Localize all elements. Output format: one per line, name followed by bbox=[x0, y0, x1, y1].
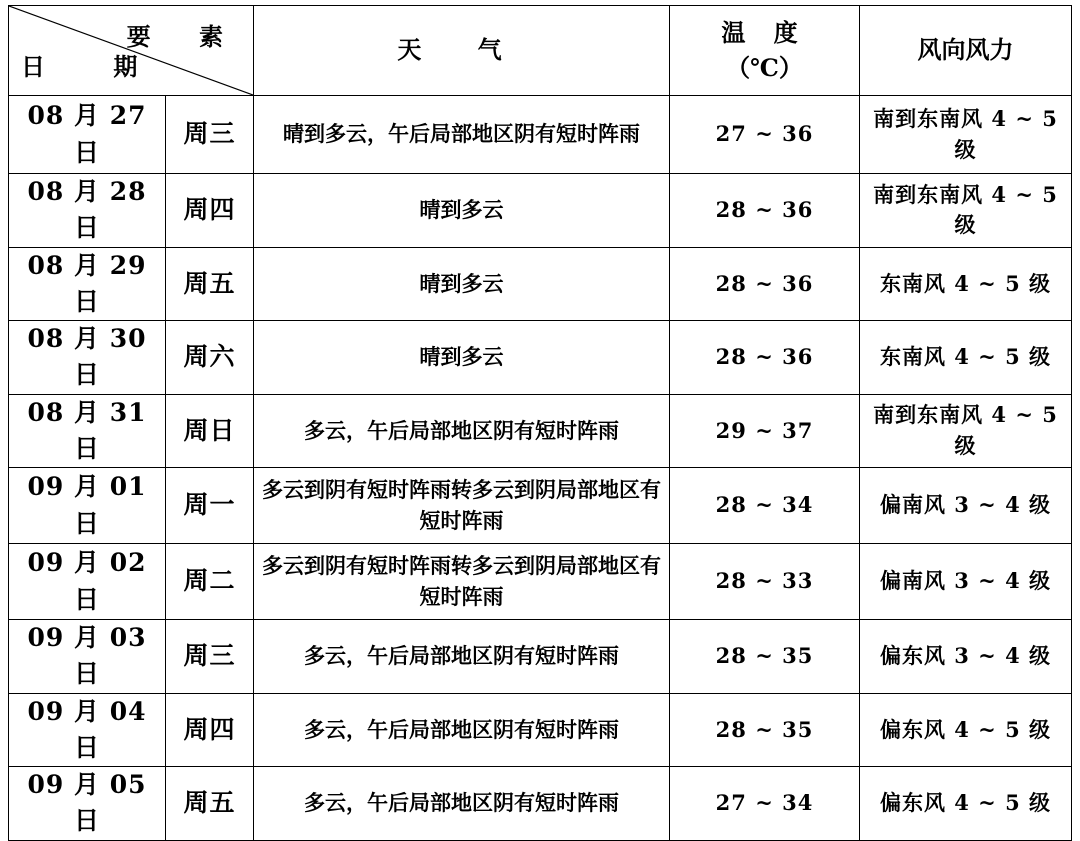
corner-label-date: 日 期 bbox=[21, 52, 168, 82]
date-cell: 08 月 30 日 bbox=[9, 321, 166, 395]
table-row bbox=[9, 174, 1072, 248]
wind-cell: 东南风 4 ~ 5 级 bbox=[860, 321, 1072, 395]
temperature-cell: 27 ~ 36 bbox=[670, 96, 860, 174]
weather-cell: 多云，午后局部地区阴有短时阵雨 bbox=[254, 620, 670, 694]
header-wind: 风向风力 bbox=[860, 6, 1072, 96]
table-row bbox=[9, 321, 1072, 395]
weather-cell: 多云，午后局部地区阴有短时阵雨 bbox=[254, 394, 670, 468]
table-row bbox=[9, 620, 1072, 694]
temperature-cell: 28 ~ 35 bbox=[670, 693, 860, 767]
temperature-cell: 29 ~ 37 bbox=[670, 394, 860, 468]
weather-cell: 多云，午后局部地区阴有短时阵雨 bbox=[254, 767, 670, 841]
weekday-cell: 周一 bbox=[166, 468, 254, 544]
date-cell: 09 月 04 日 bbox=[9, 693, 166, 767]
wind-cell: 南到东南风 4 ~ 5 级 bbox=[860, 174, 1072, 248]
temperature-cell: 28 ~ 34 bbox=[670, 468, 860, 544]
temperature-cell: 28 ~ 35 bbox=[670, 620, 860, 694]
header-temperature bbox=[670, 6, 860, 96]
forecast-rows bbox=[9, 96, 1072, 841]
date-cell: 09 月 03 日 bbox=[9, 620, 166, 694]
weather-cell: 晴到多云 bbox=[254, 321, 670, 395]
weather-cell: 晴到多云 bbox=[254, 174, 670, 248]
table-row bbox=[9, 544, 1072, 620]
date-cell: 08 月 31 日 bbox=[9, 394, 166, 468]
date-cell: 09 月 01 日 bbox=[9, 468, 166, 544]
weather-cell: 晴到多云，午后局部地区阴有短时阵雨 bbox=[254, 96, 670, 174]
weather-cell: 多云到阴有短时阵雨转多云到阴局部地区有短时阵雨 bbox=[254, 468, 670, 544]
weekday-cell: 周五 bbox=[166, 247, 254, 321]
weekday-cell: 周六 bbox=[166, 321, 254, 395]
weather-cell: 多云到阴有短时阵雨转多云到阴局部地区有短时阵雨 bbox=[254, 544, 670, 620]
header-temperature-label: 温 度 bbox=[721, 17, 808, 47]
weather-cell: 晴到多云 bbox=[254, 247, 670, 321]
table-row bbox=[9, 247, 1072, 321]
header-row bbox=[9, 6, 1072, 96]
date-cell: 08 月 28 日 bbox=[9, 174, 166, 248]
header-weather: 天 气 bbox=[254, 6, 670, 96]
weather-cell: 多云，午后局部地区阴有短时阵雨 bbox=[254, 693, 670, 767]
weekday-cell: 周四 bbox=[166, 693, 254, 767]
temperature-cell: 28 ~ 36 bbox=[670, 174, 860, 248]
forecast-table bbox=[8, 5, 1072, 841]
wind-cell: 南到东南风 4 ~ 5 级 bbox=[860, 394, 1072, 468]
temperature-cell: 27 ~ 34 bbox=[670, 767, 860, 841]
date-cell: 08 月 27 日 bbox=[9, 96, 166, 174]
weekday-cell: 周三 bbox=[166, 620, 254, 694]
corner-label-elements: 要 素 bbox=[126, 22, 243, 51]
wind-cell: 偏东风 4 ~ 5 级 bbox=[860, 767, 1072, 841]
date-cell: 09 月 02 日 bbox=[9, 544, 166, 620]
wind-cell: 偏东风 4 ~ 5 级 bbox=[860, 693, 1072, 767]
date-cell: 09 月 05 日 bbox=[9, 767, 166, 841]
table-row bbox=[9, 468, 1072, 544]
table-row bbox=[9, 767, 1072, 841]
corner-header bbox=[9, 6, 254, 96]
weekday-cell: 周日 bbox=[166, 394, 254, 468]
table-row bbox=[9, 394, 1072, 468]
wind-cell: 东南风 4 ~ 5 级 bbox=[860, 247, 1072, 321]
weekday-cell: 周三 bbox=[166, 96, 254, 174]
date-cell: 08 月 29 日 bbox=[9, 247, 166, 321]
temperature-cell: 28 ~ 33 bbox=[670, 544, 860, 620]
table-row bbox=[9, 96, 1072, 174]
temperature-cell: 28 ~ 36 bbox=[670, 247, 860, 321]
weekday-cell: 周五 bbox=[166, 767, 254, 841]
wind-cell: 南到东南风 4 ~ 5 级 bbox=[860, 96, 1072, 174]
header-temperature-unit: （℃） bbox=[726, 52, 803, 82]
weekday-cell: 周四 bbox=[166, 174, 254, 248]
wind-cell: 偏南风 3 ~ 4 级 bbox=[860, 544, 1072, 620]
temperature-cell: 28 ~ 36 bbox=[670, 321, 860, 395]
wind-cell: 偏东风 3 ~ 4 级 bbox=[860, 620, 1072, 694]
wind-cell: 偏南风 3 ~ 4 级 bbox=[860, 468, 1072, 544]
weekday-cell: 周二 bbox=[166, 544, 254, 620]
table-row bbox=[9, 693, 1072, 767]
